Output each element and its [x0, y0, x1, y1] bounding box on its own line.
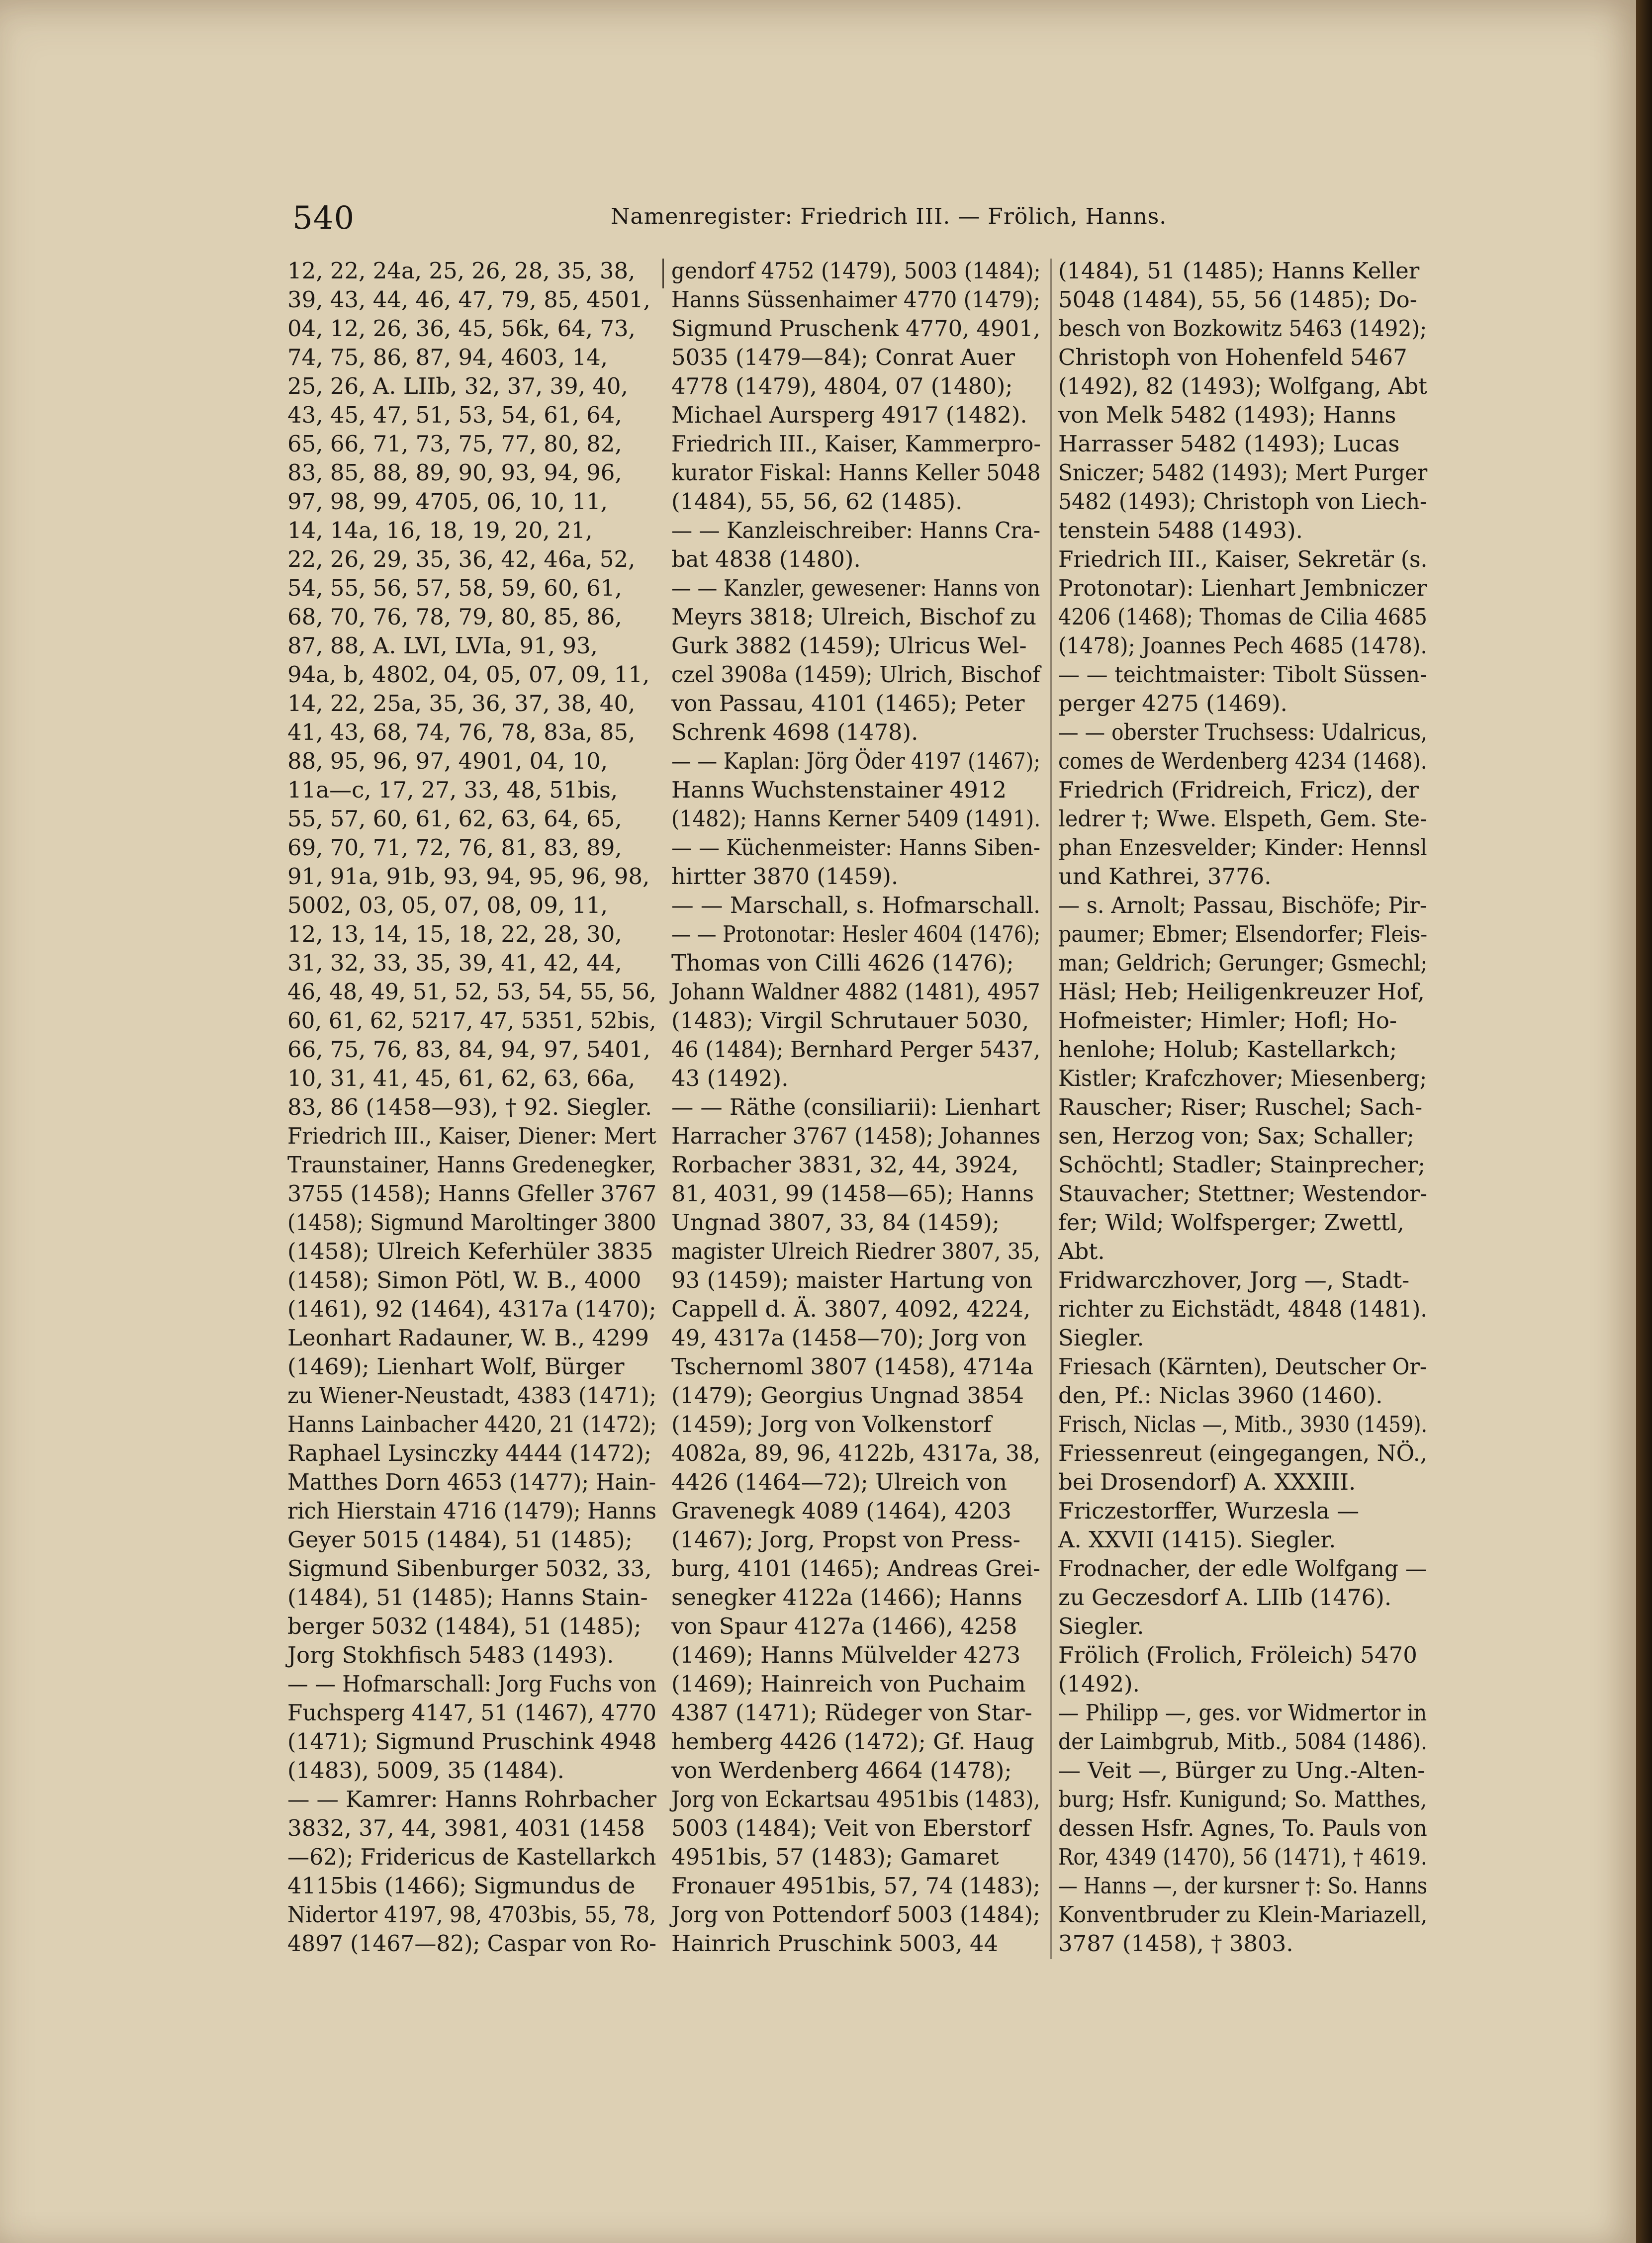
- index-line: von Werdenberg 4664 (1478);: [671, 1757, 1012, 1784]
- index-line: Friedrich III., Kaiser, Sekretär (s.: [1058, 546, 1428, 572]
- index-line: 5048 (1484), 55, 56 (1485); Do-: [1058, 286, 1417, 313]
- index-line: Stauvacher; Stettner; Westendor-: [1058, 1180, 1427, 1207]
- index-line: — — Hofmarschall: Jorg Fuchs von: [287, 1671, 657, 1697]
- index-line: (1492), 82 (1493); Wolfgang, Abt: [1058, 373, 1427, 399]
- index-line: magister Ulreich Riedrer 3807, 35,: [671, 1238, 1040, 1264]
- index-line: Konventbruder zu Klein-Mariazell,: [1058, 1901, 1428, 1928]
- index-line: 87, 88, A. LVI, LVIa, 91, 93,: [287, 632, 598, 659]
- index-line: 68, 70, 76, 78, 79, 80, 85, 86,: [287, 604, 622, 630]
- index-line: Tschernoml 3807 (1458), 4714a: [671, 1353, 1034, 1380]
- index-line: (1478); Joannes Pech 4685 (1478).: [1058, 632, 1427, 659]
- page-number: 540: [292, 200, 355, 237]
- index-line: — — Räthe (consiliarii): Lienhart: [671, 1094, 1040, 1120]
- index-line: 25, 26, A. LIIb, 32, 37, 39, 40,: [287, 373, 628, 399]
- index-line: 91, 91a, 91b, 93, 94, 95, 96, 98,: [287, 863, 650, 890]
- index-line: Nidertor 4197, 98, 4703bis, 55, 78,: [287, 1901, 656, 1928]
- index-line: Michael Aursperg 4917 (1482).: [671, 402, 1027, 428]
- index-line: senegker 4122a (1466); Hanns: [671, 1584, 1022, 1611]
- index-line: 31, 32, 33, 35, 39, 41, 42, 44,: [287, 950, 622, 976]
- index-line: Harrasser 5482 (1493); Lucas: [1058, 431, 1400, 457]
- index-line: (1484), 51 (1485); Hanns Keller: [1058, 258, 1420, 284]
- index-line: Friczestorffer, Wurzesla —: [1058, 1498, 1360, 1524]
- index-line: (1458); Sigmund Maroltinger 3800: [287, 1209, 656, 1236]
- index-line: 43, 45, 47, 51, 53, 54, 61, 64,: [287, 402, 622, 428]
- index-line: (1469); Hanns Mülvelder 4273: [671, 1642, 1021, 1668]
- index-line: von Spaur 4127a (1466), 4258: [671, 1613, 1017, 1639]
- index-line: burg, 4101 (1465); Andreas Grei-: [671, 1555, 1040, 1582]
- page-edge: [1636, 0, 1652, 2243]
- index-line: (1471); Sigmund Pruschink 4948: [287, 1728, 657, 1755]
- index-line: Friessenreut (eingegangen, NÖ.,: [1058, 1440, 1427, 1466]
- index-line: 46, 48, 49, 51, 52, 53, 54, 55, 56,: [287, 979, 656, 1005]
- index-line: Kistler; Krafczhover; Miesenberg;: [1058, 1065, 1427, 1091]
- index-line: 46 (1484); Bernhard Perger 5437,: [671, 1036, 1041, 1063]
- index-line: kurator Fiskal: Hanns Keller 5048: [671, 459, 1041, 486]
- index-line: Thomas von Cilli 4626 (1476);: [671, 950, 1014, 976]
- index-line: Frodnacher, der edle Wolfgang —: [1058, 1555, 1427, 1582]
- index-line: 4426 (1464—72); Ulreich von: [671, 1469, 1008, 1495]
- index-line: Hanns Süssenhaimer 4770 (1479);: [671, 286, 1041, 313]
- index-line: rich Hierstain 4716 (1479); Hanns: [287, 1498, 657, 1524]
- index-line: — — Kanzler, gewesener: Hanns von: [671, 575, 1040, 601]
- index-line: Leonhart Radauner, W. B., 4299: [287, 1325, 649, 1351]
- index-line: Friedrich III., Kaiser, Kammerpro-: [671, 431, 1041, 457]
- index-line: und Kathrei, 3776.: [1058, 863, 1272, 890]
- index-line: Fuchsperg 4147, 51 (1467), 4770: [287, 1700, 657, 1726]
- index-line: 41, 43, 68, 74, 76, 78, 83a, 85,: [287, 719, 636, 745]
- index-line: Ungnad 3807, 33, 84 (1459);: [671, 1209, 1000, 1236]
- index-line: tenstein 5488 (1493).: [1058, 517, 1303, 543]
- index-line: 04, 12, 26, 36, 45, 56k, 64, 73,: [287, 315, 636, 342]
- index-line: 49, 4317a (1458—70); Jorg von: [671, 1325, 1027, 1351]
- index-line: Matthes Dorn 4653 (1477); Hain-: [287, 1469, 656, 1495]
- index-line: — Hanns —, der kursner †: So. Hanns: [1058, 1873, 1427, 1899]
- index-line: Ror, 4349 (1470), 56 (1471), † 4619.: [1058, 1844, 1427, 1870]
- index-line: 5482 (1493); Christoph von Liech-: [1058, 488, 1427, 515]
- index-line: besch von Bozkowitz 5463 (1492);: [1058, 315, 1427, 342]
- index-line: (1469); Lienhart Wolf, Bürger: [287, 1353, 625, 1380]
- index-line: von Melk 5482 (1493); Hanns: [1058, 402, 1396, 428]
- index-line: burg; Hsfr. Kunigund; So. Matthes,: [1058, 1786, 1427, 1812]
- index-line: 3755 (1458); Hanns Gfeller 3767: [287, 1180, 657, 1207]
- index-line: man; Geldrich; Gerunger; Gsmechl;: [1058, 950, 1428, 976]
- index-line: Protonotar): Lienhart Jembniczer: [1058, 575, 1427, 601]
- index-line: — s. Arnolt; Passau, Bischöfe; Pir-: [1058, 892, 1427, 918]
- index-line: Sigmund Pruschenk 4770, 4901,: [671, 315, 1040, 342]
- index-line: Geyer 5015 (1484), 51 (1485);: [287, 1526, 633, 1553]
- index-column-2: [671, 257, 1040, 1958]
- index-line: Fronauer 4951bis, 57, 74 (1483);: [671, 1873, 1041, 1899]
- running-title: Namenregister: Friedrich III. — Frölich, Hanns.: [611, 204, 1167, 229]
- index-line: Harracher 3767 (1458); Johannes: [671, 1123, 1041, 1149]
- index-line: 4951bis, 57 (1483); Gamaret: [671, 1844, 999, 1870]
- index-line: 66, 75, 76, 83, 84, 94, 97, 5401,: [287, 1036, 650, 1063]
- index-line: Hofmeister; Himler; Hofl; Ho-: [1058, 1007, 1397, 1034]
- index-line: Raphael Lysinczky 4444 (1472);: [287, 1440, 652, 1466]
- index-line: Siegler.: [1058, 1325, 1144, 1351]
- index-line: — — Kanzleischreiber: Hanns Cra-: [671, 517, 1041, 543]
- index-line: Gurk 3882 (1459); Ulricus Wel-: [671, 632, 1027, 659]
- index-line: 93 (1459); maister Hartung von: [671, 1267, 1033, 1293]
- index-line: 69, 70, 71, 72, 76, 81, 83, 89,: [287, 834, 622, 861]
- index-line: 88, 95, 96, 97, 4901, 04, 10,: [287, 748, 608, 774]
- index-line: — Philipp —, ges. vor Widmertor in: [1058, 1700, 1427, 1726]
- index-line: 12, 13, 14, 15, 18, 22, 28, 30,: [287, 921, 622, 947]
- index-line: Gravenegk 4089 (1464), 4203: [671, 1498, 1011, 1524]
- index-line: ledrer †; Wwe. Elspeth, Gem. Ste-: [1058, 806, 1427, 832]
- index-line: henlohe; Holub; Kastellarkch;: [1058, 1036, 1397, 1063]
- index-line: fer; Wild; Wolfsperger; Zwettl,: [1058, 1209, 1404, 1236]
- index-line: richter zu Eichstädt, 4848 (1481).: [1058, 1296, 1427, 1322]
- index-line: 4082a, 89, 96, 4122b, 4317a, 38,: [671, 1440, 1041, 1466]
- index-line: 43 (1492).: [671, 1065, 789, 1091]
- index-line: 83, 85, 88, 89, 90, 93, 94, 96,: [287, 459, 622, 486]
- index-line: Christoph von Hohenfeld 5467: [1058, 344, 1407, 370]
- index-line: comes de Werdenberg 4234 (1468).: [1058, 748, 1427, 774]
- index-column-1: [287, 257, 656, 1958]
- index-line: 65, 66, 71, 73, 75, 77, 80, 82,: [287, 431, 622, 457]
- index-line: (1458); Simon Pötl, W. B., 4000: [287, 1267, 642, 1293]
- index-line: Schöchtl; Stadler; Stainprecher;: [1058, 1152, 1426, 1178]
- index-line: Friedrich (Fridreich, Fricz), der: [1058, 777, 1419, 803]
- index-line: von Passau, 4101 (1465); Peter: [671, 690, 1025, 717]
- index-line: Hanns Wuchstenstainer 4912: [671, 777, 1007, 803]
- index-line: 11a—c, 17, 27, 33, 48, 51bis,: [287, 777, 618, 803]
- index-line: — — Kamrer: Hanns Rohrbacher: [287, 1786, 656, 1812]
- index-line: Hainrich Pruschink 5003, 44: [671, 1930, 999, 1957]
- index-line: berger 5032 (1484), 51 (1485);: [287, 1613, 642, 1639]
- index-column-3: [1058, 257, 1427, 1958]
- index-line: Siegler.: [1058, 1613, 1144, 1639]
- index-line: Rauscher; Riser; Ruschel; Sach-: [1058, 1094, 1423, 1120]
- index-line: (1479); Georgius Ungnad 3854: [671, 1382, 1024, 1409]
- index-line: Frisch, Niclas —, Mitb., 3930 (1459).: [1058, 1411, 1428, 1437]
- index-line: (1467); Jorg, Propst von Press-: [671, 1526, 1020, 1553]
- index-line: 4778 (1479), 4804, 07 (1480);: [671, 373, 1013, 399]
- index-line: 5002, 03, 05, 07, 08, 09, 11,: [287, 892, 608, 918]
- index-line: Johann Waldner 4882 (1481), 4957: [671, 979, 1040, 1005]
- index-line: Cappell d. Ä. 3807, 4092, 4224,: [671, 1296, 1031, 1322]
- index-line: bat 4838 (1480).: [671, 546, 861, 572]
- index-line: Schrenk 4698 (1478).: [671, 719, 918, 745]
- index-line: hirtter 3870 (1459).: [671, 863, 899, 890]
- index-line: Fridwarczhover, Jorg —, Stadt-: [1058, 1267, 1410, 1293]
- index-line: 74, 75, 86, 87, 94, 4603, 14,: [287, 344, 608, 370]
- index-line: den, Pf.: Niclas 3960 (1460).: [1058, 1382, 1383, 1409]
- index-line: Sigmund Sibenburger 5032, 33,: [287, 1555, 652, 1582]
- index-line: 14, 22, 25a, 35, 36, 37, 38, 40,: [287, 690, 636, 717]
- index-line: (1484), 55, 56, 62 (1485).: [671, 488, 963, 515]
- index-line: perger 4275 (1469).: [1058, 690, 1287, 717]
- index-line: (1469); Hainreich von Puchaim: [671, 1671, 1026, 1697]
- index-line: 5003 (1484); Veit von Eberstorf: [671, 1815, 1030, 1841]
- index-line: 54, 55, 56, 57, 58, 59, 60, 61,: [287, 575, 622, 601]
- index-line: sen, Herzog von; Sax; Schaller;: [1058, 1123, 1415, 1149]
- index-line: —62); Fridericus de Kastellarkch: [287, 1844, 656, 1870]
- index-line: — — Küchenmeister: Hanns Siben-: [671, 834, 1041, 861]
- index-line: 3787 (1458), † 3803.: [1058, 1930, 1293, 1957]
- index-line: A. XXVII (1415). Siegler.: [1058, 1526, 1336, 1553]
- index-line: 97, 98, 99, 4705, 06, 10, 11,: [287, 488, 608, 515]
- index-line: Jorg von Pottendorf 5003 (1484);: [671, 1901, 1041, 1928]
- index-line: hemberg 4426 (1472); Gf. Haug: [671, 1728, 1034, 1755]
- index-line: 4115bis (1466); Sigmundus de: [287, 1873, 636, 1899]
- index-line: (1484), 51 (1485); Hanns Stain-: [287, 1584, 648, 1611]
- index-line: 22, 26, 29, 35, 36, 42, 46a, 52,: [287, 546, 636, 572]
- page-header: [0, 200, 1636, 235]
- index-line: (1483), 5009, 35 (1484).: [287, 1757, 564, 1784]
- index-line: Friesach (Kärnten), Deutscher Or-: [1058, 1353, 1427, 1380]
- index-line: 12, 22, 24a, 25, 26, 28, 35, 38,: [287, 258, 636, 284]
- index-line: zu Wiener-Neustadt, 4383 (1471);: [287, 1382, 657, 1409]
- index-line: czel 3908a (1459); Ulrich, Bischof: [671, 661, 1040, 688]
- index-line: 10, 31, 41, 45, 61, 62, 63, 66a,: [287, 1065, 636, 1091]
- index-line: gendorf 4752 (1479), 5003 (1484);: [671, 258, 1041, 284]
- index-line: 60, 61, 62, 5217, 47, 5351, 52bis,: [287, 1007, 656, 1034]
- column-rule: [662, 259, 664, 288]
- index-line: Sniczer; 5482 (1493); Mert Purger: [1058, 459, 1428, 486]
- index-line: 5035 (1479—84); Conrat Auer: [671, 344, 1015, 370]
- index-line: Rorbacher 3831, 32, 44, 3924,: [671, 1152, 1019, 1178]
- index-line: Traunstainer, Hanns Gredenegker,: [287, 1152, 656, 1178]
- index-line: Meyrs 3818; Ulreich, Bischof zu: [671, 604, 1037, 630]
- index-line: 3832, 37, 44, 3981, 4031 (1458: [287, 1815, 645, 1841]
- index-line: — — Protonotar: Hesler 4604 (1476);: [671, 921, 1041, 947]
- index-line: Jorg Stokhfisch 5483 (1493).: [287, 1642, 614, 1668]
- index-line: — — Kaplan: Jörg Öder 4197 (1467);: [671, 748, 1040, 774]
- index-line: (1483); Virgil Schrutauer 5030,: [671, 1007, 1029, 1034]
- index-line: (1492).: [1058, 1671, 1140, 1697]
- index-line: phan Enzesvelder; Kinder: Hennsl: [1058, 834, 1427, 861]
- index-line: 83, 86 (1458—93), † 92. Siegler.: [287, 1094, 652, 1120]
- index-line: — — Marschall, s. Hofmarschall.: [671, 892, 1041, 918]
- index-line: 4387 (1471); Rüdeger von Star-: [671, 1700, 1032, 1726]
- index-line: (1482); Hanns Kerner 5409 (1491).: [671, 806, 1041, 832]
- index-line: (1459); Jorg von Volkenstorf: [671, 1411, 992, 1437]
- index-line: — Veit —, Bürger zu Ung.-Alten-: [1058, 1757, 1425, 1784]
- index-line: Häsl; Heb; Heiligenkreuzer Hof,: [1058, 979, 1425, 1005]
- index-line: 39, 43, 44, 46, 47, 79, 85, 4501,: [287, 286, 650, 313]
- index-line: paumer; Ebmer; Elsendorfer; Fleis-: [1058, 921, 1428, 947]
- index-line: Frölich (Frolich, Fröleich) 5470: [1058, 1642, 1417, 1668]
- index-line: — — oberster Truchsess: Udalricus,: [1058, 719, 1428, 745]
- index-line: (1461), 92 (1464), 4317a (1470);: [287, 1296, 656, 1322]
- index-line: 55, 57, 60, 61, 62, 63, 64, 65,: [287, 806, 622, 832]
- index-line: Friedrich III., Kaiser, Diener: Mert: [287, 1123, 656, 1149]
- index-line: bei Drosendorf) A. XXXIII.: [1058, 1469, 1356, 1495]
- index-line: (1458); Ulreich Keferhüler 3835: [287, 1238, 653, 1264]
- index-line: zu Geczesdorf A. LIIb (1476).: [1058, 1584, 1392, 1611]
- index-line: dessen Hsfr. Agnes, To. Pauls von: [1058, 1815, 1427, 1841]
- index-line: 94a, b, 4802, 04, 05, 07, 09, 11,: [287, 661, 650, 688]
- index-line: 4897 (1467—82); Caspar von Ro-: [287, 1930, 657, 1957]
- index-line: Abt.: [1058, 1238, 1105, 1264]
- column-rule: [1050, 259, 1052, 1959]
- index-line: der Laimbgrub, Mitb., 5084 (1486).: [1058, 1728, 1427, 1755]
- index-line: — — teichtmaister: Tibolt Süssen-: [1058, 661, 1427, 688]
- index-line: 14, 14a, 16, 18, 19, 20, 21,: [287, 517, 593, 543]
- index-line: Jorg von Eckartsau 4951bis (1483),: [671, 1786, 1040, 1812]
- index-line: 4206 (1468); Thomas de Cilia 4685: [1058, 604, 1428, 630]
- index-line: 81, 4031, 99 (1458—65); Hanns: [671, 1180, 1034, 1207]
- index-line: Hanns Lainbacher 4420, 21 (1472);: [287, 1411, 657, 1437]
